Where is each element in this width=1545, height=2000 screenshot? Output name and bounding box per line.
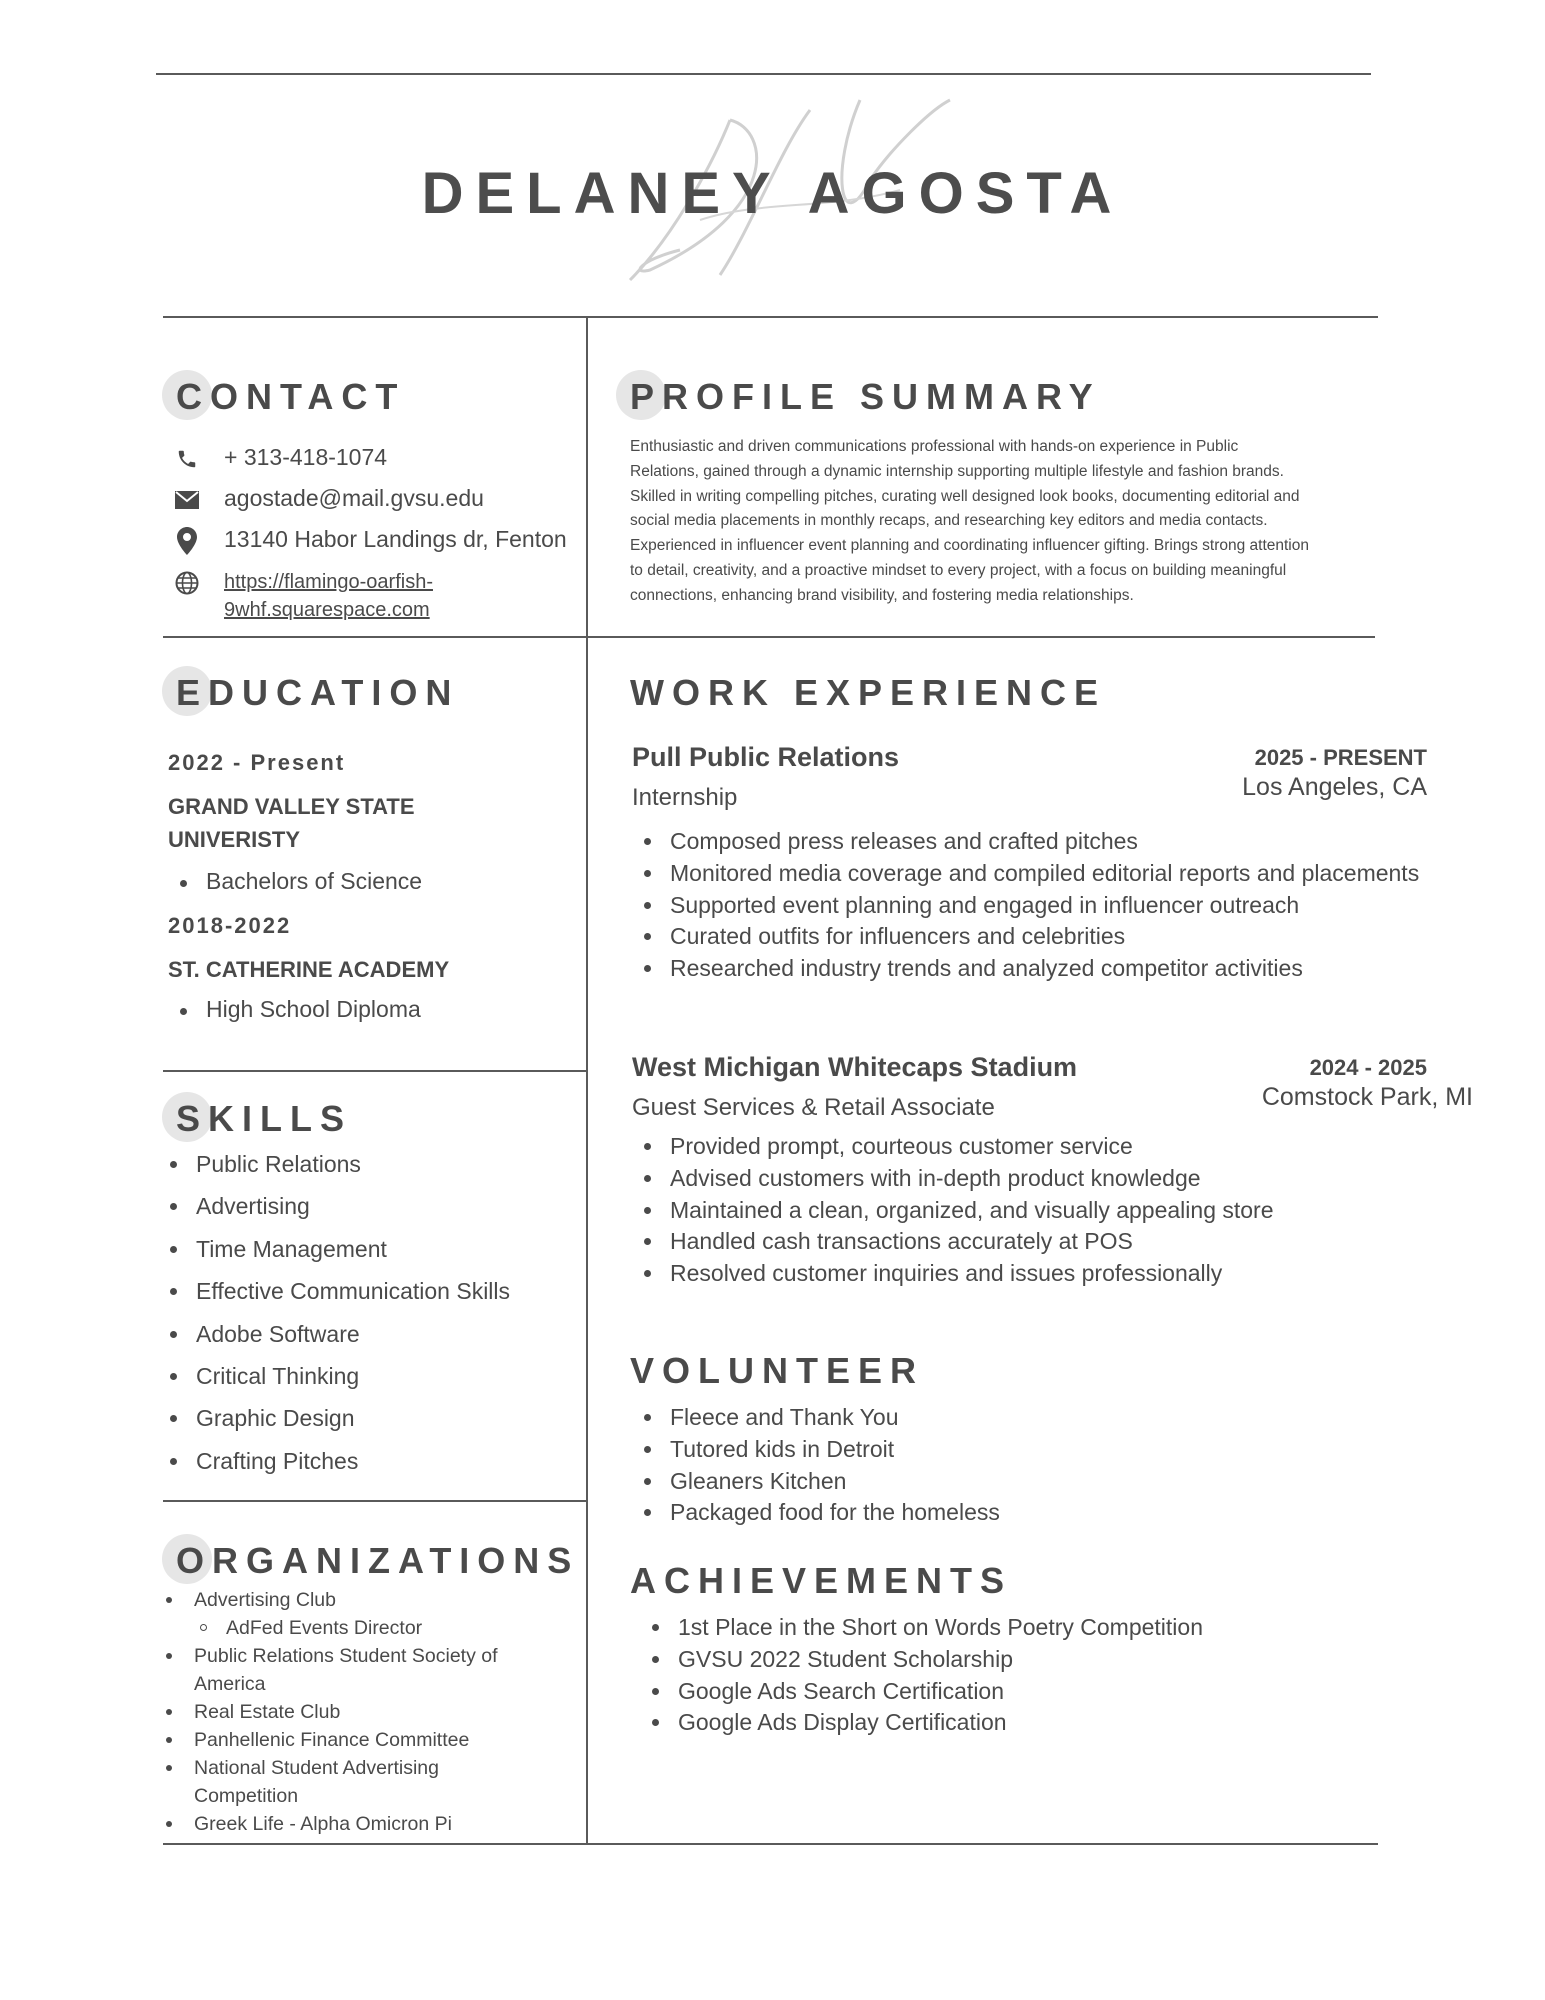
list-item: GVSU 2022 Student Scholarship [642, 1644, 1203, 1676]
list-item: Gleaners Kitchen [634, 1466, 1000, 1498]
education-school: GRAND VALLEY STATE UNIVERISTY [168, 794, 415, 852]
education-degree-list [170, 996, 421, 1023]
skills-list [160, 1148, 510, 1487]
achievements-list [642, 1612, 1203, 1739]
list-item: Maintained a clean, organized, and visually appealing store [634, 1195, 1274, 1227]
job-role: Guest Services & Retail Associate [632, 1094, 995, 1121]
education-school: ST. CATHERINE ACADEMY [168, 957, 450, 982]
list-item: Resolved customer inquiries and issues professionally [634, 1258, 1274, 1290]
list-item: Fleece and Thank You [634, 1402, 1000, 1434]
phone-icon [172, 444, 202, 474]
list-item: Researched industry trends and analyzed competitor activities [634, 953, 1419, 985]
education-rule [163, 1070, 587, 1072]
list-item: Advertising Club [158, 1586, 538, 1614]
list-item: 1st Place in the Short on Words Poetry Competition [642, 1612, 1203, 1644]
list-item: Composed press releases and crafted pitches [634, 826, 1419, 858]
list-item: Panhellenic Finance Committee [158, 1726, 538, 1754]
contact-website [172, 568, 484, 624]
website-link[interactable]: https://flamingo-oarfish-9whf.squarespace.com [224, 571, 433, 621]
job-dates: 2024 - 2025 [1309, 1055, 1427, 1080]
contact-heading: CONTACT [176, 376, 405, 418]
list-item: Advertising [160, 1190, 510, 1232]
volunteer-heading: VOLUNTEER [630, 1350, 925, 1391]
job-company: Pull Public Relations [632, 742, 900, 772]
education-degree-list [170, 868, 422, 895]
list-item: National Student Advertising Competition [158, 1754, 538, 1810]
list-item: Time Management [160, 1233, 510, 1275]
list-item: Tutored kids in Detroit [634, 1434, 1000, 1466]
list-item: Supported event planning and engaged in influencer outreach [634, 890, 1419, 922]
job-dates: 2025 - PRESENT [1254, 745, 1427, 770]
achievements-heading: ACHIEVEMENTS [630, 1560, 1013, 1601]
list-item: Crafting Pitches [160, 1445, 510, 1487]
job-role: Internship [632, 784, 738, 811]
globe-icon [172, 568, 202, 598]
list-item: Google Ads Search Certification [642, 1676, 1203, 1708]
job-company: West Michigan Whitecaps Stadium [632, 1052, 1078, 1082]
skills-heading: SKILLS [176, 1098, 352, 1140]
contact-email [172, 485, 484, 515]
phone-number: + 313-418-1074 [224, 444, 388, 470]
work-experience-heading: WORK EXPERIENCE [630, 672, 1107, 713]
contact-rule [163, 636, 1375, 638]
list-subitem: AdFed Events Director [158, 1614, 538, 1642]
bottom-rule [163, 1843, 1378, 1845]
volunteer-list [634, 1402, 1000, 1529]
organizations-list [158, 1586, 538, 1838]
job-location: Comstock Park, MI [1261, 1083, 1473, 1111]
list-item: Provided prompt, courteous customer service [634, 1131, 1274, 1163]
contact-phone [172, 444, 387, 474]
job-location: Los Angeles, CA [1242, 773, 1427, 801]
list-item: Handled cash transactions accurately at POS [634, 1226, 1274, 1258]
education-heading: EDUCATION [176, 672, 459, 714]
list-item: Graphic Design [160, 1402, 510, 1444]
list-item: Public Relations [160, 1148, 510, 1190]
list-item: Packaged food for the homeless [634, 1497, 1000, 1529]
skills-rule [163, 1500, 587, 1502]
contact-address [172, 526, 567, 556]
list-item: Adobe Software [160, 1318, 510, 1360]
list-item: Public Relations Student Society of America [158, 1642, 538, 1698]
location-icon [172, 526, 202, 556]
mail-icon [172, 485, 202, 515]
street-address: 13140 Habor Landings dr, Fenton [224, 526, 567, 552]
header-rule [163, 316, 1378, 318]
list-item: Curated outfits for influencers and celebrities [634, 921, 1419, 953]
column-divider [586, 316, 588, 1844]
education-years: 2022 - Present [168, 750, 346, 775]
profile-summary-text: Enthusiastic and driven communications professional with hands-on experience in Public Relations, gained through a dynamic internship supporting multiple lifestyle and fashion brands. Skilled in writing compelling pitches, curating well designed look books, documenting editorial and social media placements in monthly recaps, and researching key editors and media contacts. Experienced in influencer event planning and coordinating influencer gifting. Brings strong attention to detail, creativity, and a proactive mindset to every project, with a focus on building meaningful connections, enhancing brand visibility, and fostering media relationships. [630, 438, 1309, 604]
organizations-heading: ORGANIZATIONS [176, 1540, 579, 1582]
job-bullets [634, 826, 1419, 985]
top-rule [156, 73, 1371, 75]
education-years: 2018-2022 [168, 913, 292, 938]
list-item: Monitored media coverage and compiled editorial reports and placements [634, 858, 1419, 890]
job-bullets [634, 1131, 1274, 1290]
candidate-name: DELANEY AGOSTA [421, 161, 1124, 226]
list-item: Advised customers with in-depth product knowledge [634, 1163, 1274, 1195]
list-item: Greek Life - Alpha Omicron Pi [158, 1810, 538, 1838]
profile-summary-heading: PROFILE SUMMARY [630, 376, 1101, 418]
list-item: Real Estate Club [158, 1698, 538, 1726]
email-address: agostade@mail.gvsu.edu [224, 485, 484, 511]
list-item: Google Ads Display Certification [642, 1707, 1203, 1739]
list-item: Critical Thinking [160, 1360, 510, 1402]
education-degree: High School Diploma [170, 996, 421, 1023]
list-item: Effective Communication Skills [160, 1275, 510, 1317]
education-degree: Bachelors of Science [170, 868, 422, 895]
